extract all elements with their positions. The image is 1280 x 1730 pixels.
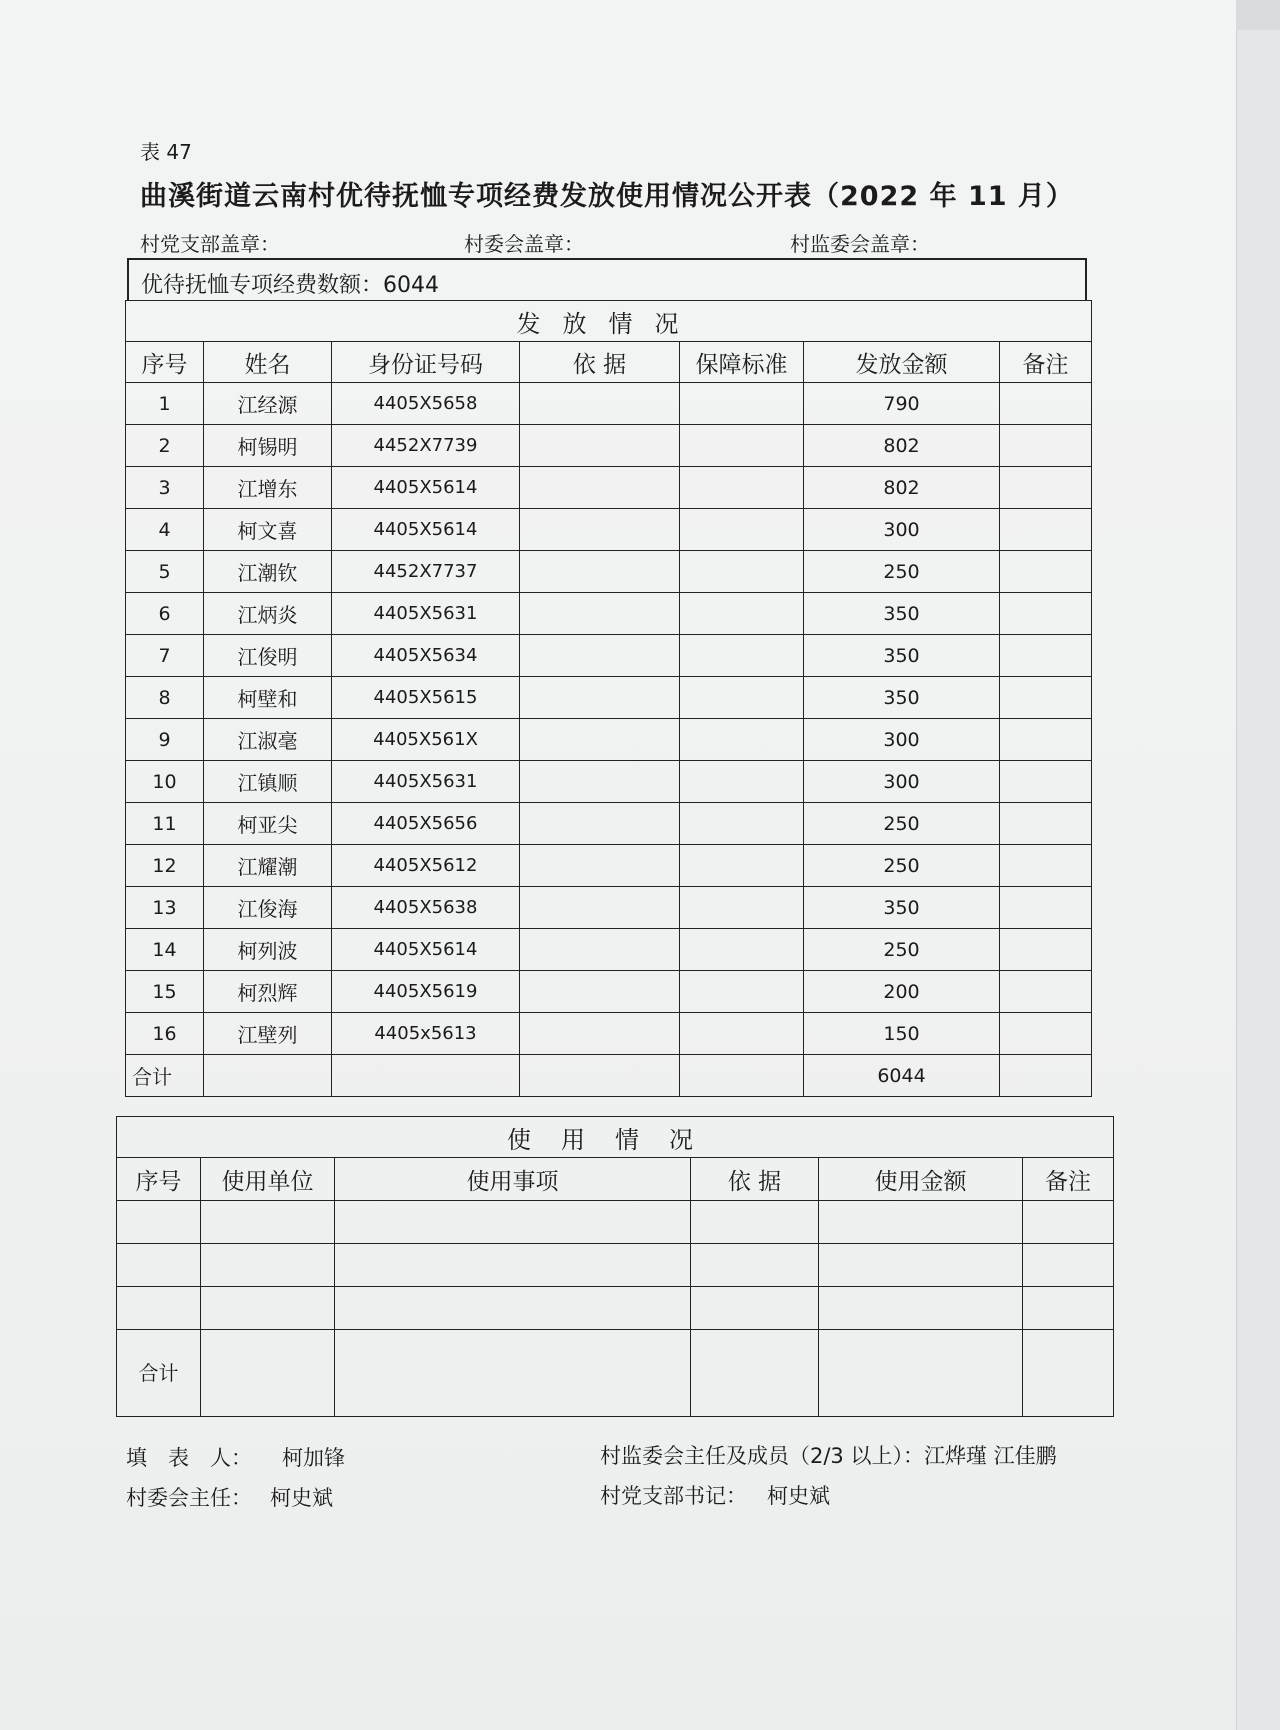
person-name: 江耀潮 [204,845,332,887]
basis-cell [520,1013,680,1055]
person-name: 江增东 [204,467,332,509]
person-name: 江俊明 [204,635,332,677]
usage-row [117,1201,1114,1244]
supervision-names: 江烨瑾 江佳鹏 [923,1444,1057,1468]
director-label: 村委会主任： [126,1486,252,1510]
amount-cell: 350 [804,677,1000,719]
basis-cell [520,929,680,971]
id-number: 4405X5656 [332,803,520,845]
standard-cell [680,929,804,971]
column-header-note: 备注 [1000,342,1092,383]
table-cell [117,1201,201,1244]
table-cell [204,1055,332,1097]
row-number: 6 [126,593,204,635]
row-number: 16 [126,1013,204,1055]
table-cell [819,1244,1023,1287]
table-row [126,677,1092,719]
table-number: 表 47 [140,140,192,164]
note-cell [1000,425,1092,467]
table-cell [691,1287,819,1330]
row-number: 4 [126,509,204,551]
id-number: 4405X5615 [332,677,520,719]
id-number: 4405X5631 [332,761,520,803]
committee-seal-label: 村委会盖章： [464,232,584,256]
note-cell [1000,677,1092,719]
table-cell [1023,1330,1114,1417]
filler-line [126,1442,345,1472]
usage-rows [117,1201,1114,1330]
note-cell [1000,551,1092,593]
row-number: 15 [126,971,204,1013]
row-number: 13 [126,887,204,929]
basis-cell [520,677,680,719]
amount-cell: 790 [804,383,1000,425]
row-number: 8 [126,677,204,719]
table-cell [201,1330,335,1417]
table-cell [201,1287,335,1330]
director-line [126,1482,333,1512]
table-row [126,887,1092,929]
note-cell [1000,1013,1092,1055]
person-name: 江壁列 [204,1013,332,1055]
basis-cell [520,887,680,929]
standard-cell [680,593,804,635]
person-name: 江俊海 [204,887,332,929]
next-page-edge [1236,30,1280,1730]
row-number: 9 [126,719,204,761]
column-header-id-number: 身份证号码 [332,342,520,383]
distribution-table [125,300,1092,1097]
table-cell [819,1201,1023,1244]
usage-section-title: 使用情况 [117,1117,1114,1158]
supervision-label: 村监委会主任及成员（2/3 以上）： [600,1444,924,1468]
table-cell [201,1244,335,1287]
table-row [126,719,1092,761]
person-name: 江淑毫 [204,719,332,761]
amount-cell: 250 [804,929,1000,971]
standard-cell [680,803,804,845]
table-cell [680,1055,804,1097]
table-cell [335,1287,691,1330]
table-row [126,929,1092,971]
id-number: 4405x5613 [332,1013,520,1055]
id-number: 4405X5631 [332,593,520,635]
standard-cell [680,425,804,467]
amount-cell: 300 [804,761,1000,803]
amount-cell: 802 [804,467,1000,509]
basis-cell [520,467,680,509]
amount-cell: 250 [804,845,1000,887]
table-cell [691,1201,819,1244]
table-cell [335,1244,691,1287]
standard-cell [680,635,804,677]
amount-cell: 802 [804,425,1000,467]
standard-cell [680,887,804,929]
note-cell [1000,383,1092,425]
table-cell [691,1244,819,1287]
secretary-line [600,1480,830,1510]
amount-cell: 250 [804,551,1000,593]
table-row [126,635,1092,677]
table-cell [1023,1287,1114,1330]
budget-amount-box [127,258,1087,300]
note-cell [1000,971,1092,1013]
supervision-seal-label: 村监委会盖章： [790,232,930,256]
note-cell [1000,635,1092,677]
basis-cell [520,635,680,677]
table-cell [819,1287,1023,1330]
id-number: 4405X561X [332,719,520,761]
row-number: 1 [126,383,204,425]
row-number: 3 [126,467,204,509]
distribution-section-title: 发放情况 [126,301,1092,342]
standard-cell [680,467,804,509]
table-row [126,425,1092,467]
table-row [126,551,1092,593]
distribution-total-row [126,1055,1092,1097]
table-row [126,1013,1092,1055]
id-number: 4452X7739 [332,425,520,467]
id-number: 4405X5612 [332,845,520,887]
id-number: 4405X5638 [332,887,520,929]
party-seal-label: 村党支部盖章： [140,232,280,256]
amount-cell: 150 [804,1013,1000,1055]
table-cell [691,1330,819,1417]
column-header-standard: 保障标准 [680,342,804,383]
table-cell [1000,1055,1092,1097]
table-row [126,467,1092,509]
standard-cell [680,551,804,593]
table-row [126,509,1092,551]
standard-cell [680,845,804,887]
basis-cell [520,425,680,467]
note-cell [1000,719,1092,761]
note-cell [1000,845,1092,887]
budget-amount: 6044 [383,273,440,298]
total-amount: 6044 [804,1055,1000,1097]
basis-cell [520,383,680,425]
standard-cell [680,761,804,803]
person-name: 柯锡明 [204,425,332,467]
filler-label: 填 表 人： [126,1446,252,1470]
person-name: 江经源 [204,383,332,425]
usage-header-amount: 使用金额 [819,1158,1023,1201]
person-name: 江潮钦 [204,551,332,593]
person-name: 江炳炎 [204,593,332,635]
note-cell [1000,593,1092,635]
usage-header-unit: 使用单位 [201,1158,335,1201]
secretary-name: 柯史斌 [767,1484,830,1508]
usage-table [116,1116,1114,1417]
column-header-amount: 发放金额 [804,342,1000,383]
standard-cell [680,677,804,719]
amount-cell: 350 [804,635,1000,677]
distribution-rows [126,383,1092,1055]
table-cell [335,1201,691,1244]
filler-name: 柯加锋 [282,1446,345,1470]
person-name: 柯文喜 [204,509,332,551]
column-header-name: 姓名 [204,342,332,383]
id-number: 4405X5619 [332,971,520,1013]
person-name: 江镇顺 [204,761,332,803]
secretary-label: 村党支部书记： [600,1484,747,1508]
row-number: 5 [126,551,204,593]
budget-label: 优待抚恤专项经费数额： [141,273,384,298]
table-cell [117,1287,201,1330]
id-number: 4452X7737 [332,551,520,593]
basis-cell [520,803,680,845]
row-number: 2 [126,425,204,467]
note-cell [1000,509,1092,551]
row-number: 11 [126,803,204,845]
standard-cell [680,971,804,1013]
usage-row [117,1244,1114,1287]
amount-cell: 250 [804,803,1000,845]
person-name: 柯列波 [204,929,332,971]
director-name: 柯史斌 [270,1486,333,1510]
table-cell [335,1330,691,1417]
basis-cell [520,593,680,635]
table-row [126,383,1092,425]
row-number: 12 [126,845,204,887]
table-cell [117,1244,201,1287]
standard-cell [680,719,804,761]
table-cell [819,1330,1023,1417]
note-cell [1000,803,1092,845]
person-name: 柯烈辉 [204,971,332,1013]
table-cell [332,1055,520,1097]
table-cell [1023,1201,1114,1244]
note-cell [1000,929,1092,971]
amount-cell: 200 [804,971,1000,1013]
basis-cell [520,509,680,551]
person-name: 柯壁和 [204,677,332,719]
standard-cell [680,1013,804,1055]
amount-cell: 350 [804,593,1000,635]
basis-cell [520,845,680,887]
id-number: 4405X5634 [332,635,520,677]
supervision-line [600,1440,1057,1470]
table-row [126,845,1092,887]
id-number: 4405X5614 [332,509,520,551]
table-cell [201,1201,335,1244]
usage-total-row [117,1330,1114,1417]
column-header-no: 序号 [126,342,204,383]
usage-header-item: 使用事项 [335,1158,691,1201]
standard-cell [680,383,804,425]
standard-cell [680,509,804,551]
usage-header-no: 序号 [117,1158,201,1201]
table-row [126,593,1092,635]
id-number: 4405X5614 [332,467,520,509]
table-cell [520,1055,680,1097]
id-number: 4405X5658 [332,383,520,425]
note-cell [1000,467,1092,509]
table-row [126,971,1092,1013]
column-header-basis: 依 据 [520,342,680,383]
amount-cell: 350 [804,887,1000,929]
basis-cell [520,551,680,593]
table-cell [1023,1244,1114,1287]
amount-cell: 300 [804,719,1000,761]
table-row [126,761,1092,803]
document-title: 曲溪街道云南村优待抚恤专项经费发放使用情况公开表（2022 年 11 月） [140,181,1074,212]
total-label: 合计 [126,1055,204,1097]
row-number: 14 [126,929,204,971]
row-number: 7 [126,635,204,677]
usage-total-label: 合计 [117,1330,201,1417]
basis-cell [520,971,680,1013]
amount-cell: 300 [804,509,1000,551]
note-cell [1000,761,1092,803]
person-name: 柯亚尖 [204,803,332,845]
basis-cell [520,761,680,803]
note-cell [1000,887,1092,929]
usage-header-basis: 依 据 [691,1158,819,1201]
usage-row [117,1287,1114,1330]
table-row [126,803,1092,845]
usage-header-note: 备注 [1023,1158,1114,1201]
basis-cell [520,719,680,761]
id-number: 4405X5614 [332,929,520,971]
row-number: 10 [126,761,204,803]
